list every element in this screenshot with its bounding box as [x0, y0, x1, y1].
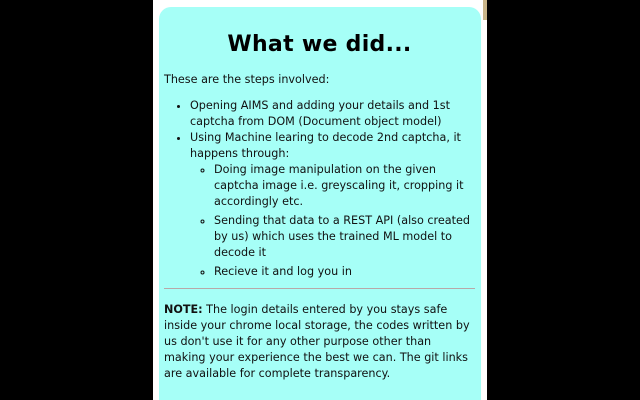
window-edge — [483, 0, 487, 20]
step-text: Using Machine learing to decode 2nd captcha, it happens through: — [190, 131, 461, 160]
step-text: Opening AIMS and adding your details and 1st captcha from DOM (Document object model) — [190, 99, 450, 128]
substep-item: ◦ Recieve it and log you in — [214, 264, 475, 280]
divider — [164, 288, 475, 289]
note-label: NOTE: — [164, 303, 203, 316]
substeps-list — [190, 162, 475, 280]
note-text: The login details entered by you stays safe inside your chrome local storage, the codes written by us don't use it for any other purpose other than making your experience the best we can. The git links are available for complete transparency. — [164, 303, 470, 380]
steps-list — [164, 98, 475, 280]
substep-item: ◦ Doing image manipulation on the given captcha image i.e. greyscaling it, cropping it accordingly etc. — [214, 162, 475, 210]
info-card — [159, 7, 481, 400]
card-title: What we did... — [227, 32, 412, 57]
note-paragraph — [164, 302, 475, 382]
step-item — [190, 98, 475, 130]
intro-text: These are the steps involved: — [164, 73, 330, 86]
step-item — [190, 130, 475, 280]
substep-item: ◦ Sending that data to a REST API (also created by us) which uses the trained ML model to decode it — [214, 213, 475, 261]
